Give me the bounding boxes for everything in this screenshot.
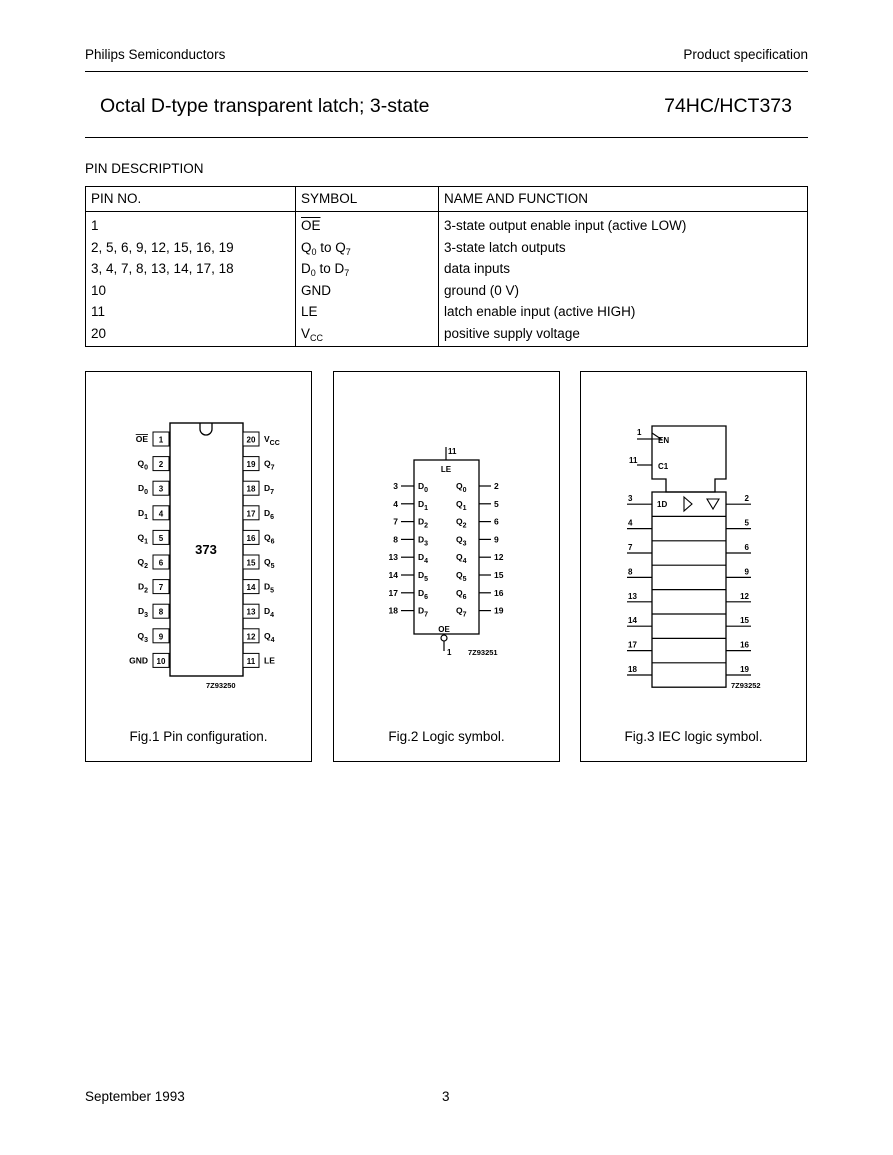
en-label: EN [658, 436, 670, 445]
table-header-row [86, 187, 808, 212]
table-row [86, 301, 808, 323]
pin-name: $D_0$ [137, 483, 148, 497]
c1-label: C1 [658, 462, 669, 471]
column-header: PIN NO. [86, 187, 296, 212]
pin-name: $Q_1$ [137, 532, 148, 546]
symbol-text: $\overline{OE}$ [301, 218, 321, 233]
output-pin-number: 5 [494, 498, 499, 509]
output-pin-number: 2 [744, 494, 749, 504]
output-label: $Q_3$ [456, 534, 467, 548]
output-pin-number: 19 [740, 665, 749, 674]
figure-iec-logic-symbol [580, 371, 807, 762]
pin-number: 9 [158, 632, 164, 642]
symbol-subscript: 7 [345, 246, 351, 257]
symbol-text: to D [315, 261, 345, 276]
pin-number: 6 [158, 558, 164, 568]
pin-name: $V_{CC}$ [264, 434, 280, 447]
oe-pin-number: 1 [447, 648, 452, 657]
table-row [86, 237, 808, 259]
symbol-subscript: 0 [310, 268, 316, 278]
three-state-triangle [707, 499, 719, 509]
output-pin-number: 2 [494, 481, 499, 491]
symbol-cell [296, 212, 439, 237]
output-pin-number: 15 [740, 616, 749, 626]
pin-cell: 2, 5, 6, 9, 12, 15, 16, 19 [86, 237, 296, 259]
data-input-label: $D_4$ [418, 552, 429, 566]
pin-name: $D_2$ [137, 581, 148, 595]
function-cell: data inputs [439, 258, 808, 280]
data-input-label: $D_5$ [418, 570, 429, 583]
function-cell: ground (0 V) [439, 280, 808, 302]
pin-number: 18 [246, 484, 256, 494]
pin-configuration-diagram [86, 372, 311, 761]
pin-cell: 20 [86, 323, 296, 347]
input-pin-number: 4 [393, 498, 398, 509]
pin-name: $Q_4$ [264, 630, 275, 644]
symbol-cell [296, 323, 439, 347]
pin-number: 7 [158, 583, 164, 593]
input-pin-number: 8 [628, 567, 633, 577]
oe-label: OE [438, 625, 450, 634]
pin-cell: 1 [86, 212, 296, 237]
pin-number: 3 [158, 484, 164, 494]
pin-number: 17 [246, 509, 256, 519]
output-label: $Q_1$ [456, 498, 467, 512]
d-label: 1D [657, 500, 668, 509]
iec-logic-symbol-diagram [581, 372, 808, 761]
input-pin-number: 13 [628, 591, 637, 601]
pin-number: 4 [158, 509, 164, 519]
input-pin-number: 17 [628, 640, 637, 650]
symbol-text: to Q [316, 239, 346, 255]
page-number: 3 [442, 1089, 450, 1104]
input-pin-number: 3 [393, 481, 398, 491]
pin-name: GND [129, 655, 148, 666]
pin-cell: 3, 4, 7, 8, 13, 14, 17, 18 [86, 258, 296, 280]
output-pin-number: 16 [494, 587, 504, 598]
output-pin-number: 12 [740, 591, 749, 601]
pin-name: OE [135, 434, 148, 444]
footer-date: September 1993 [85, 1089, 185, 1104]
table-row [86, 212, 808, 237]
diagram-code: 7Z93250 [206, 681, 236, 690]
data-input-label: $D_7$ [418, 605, 429, 619]
le-label: LE [440, 465, 452, 474]
pin-name: $Q_0$ [137, 458, 148, 472]
symbol-subscript: CC [310, 332, 324, 343]
pin-cell: 11 [86, 301, 296, 323]
diagram-code: 7Z93252 [731, 681, 761, 690]
symbol-cell [296, 237, 439, 259]
column-header: SYMBOL [296, 187, 439, 212]
input-pin-number: 7 [393, 516, 398, 527]
output-pin-number: 19 [494, 605, 504, 616]
pin-number: 16 [246, 533, 256, 543]
input-pin-number: 14 [388, 570, 398, 580]
pin-name: $Q_2$ [137, 557, 148, 570]
symbol-subscript: 0 [311, 246, 317, 257]
figure-caption: Fig.1 Pin configuration. [129, 729, 268, 744]
symbol-cell: GND [296, 280, 439, 302]
figure-caption: Fig.2 Logic symbol. [388, 729, 505, 744]
pin-name: $D_5$ [264, 581, 275, 595]
le-pin-number: 11 [448, 447, 457, 456]
en-pin-number: 1 [637, 428, 642, 437]
pin-name: LE [264, 655, 275, 666]
table-row [86, 258, 808, 280]
output-pin-number: 12 [494, 552, 504, 563]
pin-number: 8 [158, 607, 164, 617]
table-row [86, 280, 808, 302]
input-pin-number: 18 [628, 665, 637, 674]
table-row [86, 323, 808, 347]
data-input-label: $D_2$ [418, 516, 429, 530]
pin-number: 14 [246, 583, 256, 593]
pin-number: 19 [246, 460, 256, 470]
doc-title: Octal D-type transparent latch; 3-state [100, 95, 430, 117]
function-cell: positive supply voltage [439, 323, 808, 347]
part-number: 74HC/HCT373 [664, 95, 792, 117]
data-input-label: $D_1$ [418, 498, 429, 512]
output-pin-number: 9 [494, 534, 499, 545]
pin-number: 2 [158, 460, 164, 470]
pin-number: 12 [246, 632, 256, 642]
symbol-text: Q [301, 239, 312, 255]
title-rule [85, 137, 808, 138]
output-pin-number: 5 [744, 518, 749, 528]
data-input-label: $D_0$ [418, 481, 429, 494]
input-pin-number: 17 [388, 587, 398, 598]
input-pin-number: 14 [628, 616, 637, 626]
pin-number: 20 [246, 435, 256, 445]
diagram-code: 7Z93251 [468, 648, 498, 657]
header-left: Philips Semiconductors [85, 47, 226, 62]
symbol-cell: LE [296, 301, 439, 323]
function-cell: 3-state latch outputs [439, 237, 808, 259]
pin-number: 5 [158, 533, 164, 543]
input-pin-number: 18 [388, 605, 398, 616]
pin-name: $Q_7$ [264, 458, 275, 472]
pin-name: $Q_3$ [137, 630, 148, 644]
header-right: Product specification [683, 47, 808, 62]
inversion-bubble [441, 635, 447, 641]
input-pin-number: 3 [628, 494, 633, 504]
pin-number: 15 [246, 558, 256, 568]
output-label: $Q_2$ [456, 516, 467, 530]
symbol-text: V [301, 325, 311, 341]
input-pin-number: 7 [628, 543, 633, 552]
pin-number: 11 [246, 656, 256, 666]
pin-name: $D_1$ [137, 507, 148, 521]
pin-number: 1 [158, 435, 164, 445]
data-input-label: $D_3$ [418, 534, 429, 548]
column-header: NAME AND FUNCTION [439, 187, 808, 212]
pin-name: $D_4$ [264, 606, 275, 620]
pin-name: $D_3$ [137, 606, 148, 620]
pin-name: $D_7$ [264, 483, 275, 497]
header-rule [85, 71, 808, 72]
chip-label: 373 [195, 542, 217, 557]
logic-symbol-diagram [334, 372, 559, 761]
input-pin-number: 13 [388, 552, 398, 563]
output-label: $Q_7$ [456, 605, 467, 619]
pin-name: $D_6$ [264, 507, 275, 521]
symbol-cell [296, 258, 439, 280]
pin-number: 13 [246, 607, 256, 617]
pin-name: $Q_6$ [264, 532, 275, 546]
input-pin-number: 4 [628, 518, 633, 528]
data-input-label: $D_6$ [418, 587, 429, 601]
pin-name: $Q_5$ [264, 557, 275, 570]
figure-pin-configuration [85, 371, 312, 762]
pin-number: 10 [156, 656, 166, 666]
output-pin-number: 16 [740, 640, 749, 650]
output-pin-number: 6 [744, 543, 749, 552]
function-cell: latch enable input (active HIGH) [439, 301, 808, 323]
symbol-text: D [301, 261, 311, 276]
section-heading: PIN DESCRIPTION [85, 161, 204, 176]
output-label: $Q_4$ [456, 552, 467, 566]
figure-caption: Fig.3 IEC logic symbol. [624, 729, 763, 744]
c1-pin-number: 11 [629, 456, 638, 465]
output-pin-number: 9 [744, 567, 749, 577]
output-label: $Q_6$ [456, 587, 467, 601]
pin-cell: 10 [86, 280, 296, 302]
pin-table [85, 186, 808, 347]
output-pin-number: 6 [494, 516, 499, 527]
output-label: $Q_5$ [456, 570, 467, 583]
buffer-triangle [684, 497, 692, 511]
input-pin-number: 8 [393, 534, 398, 545]
figure-logic-symbol [333, 371, 560, 762]
symbol-subscript: 7 [344, 268, 350, 278]
output-label: $Q_0$ [456, 481, 467, 494]
output-pin-number: 15 [494, 570, 504, 580]
function-cell: 3-state output enable input (active LOW) [439, 212, 808, 237]
